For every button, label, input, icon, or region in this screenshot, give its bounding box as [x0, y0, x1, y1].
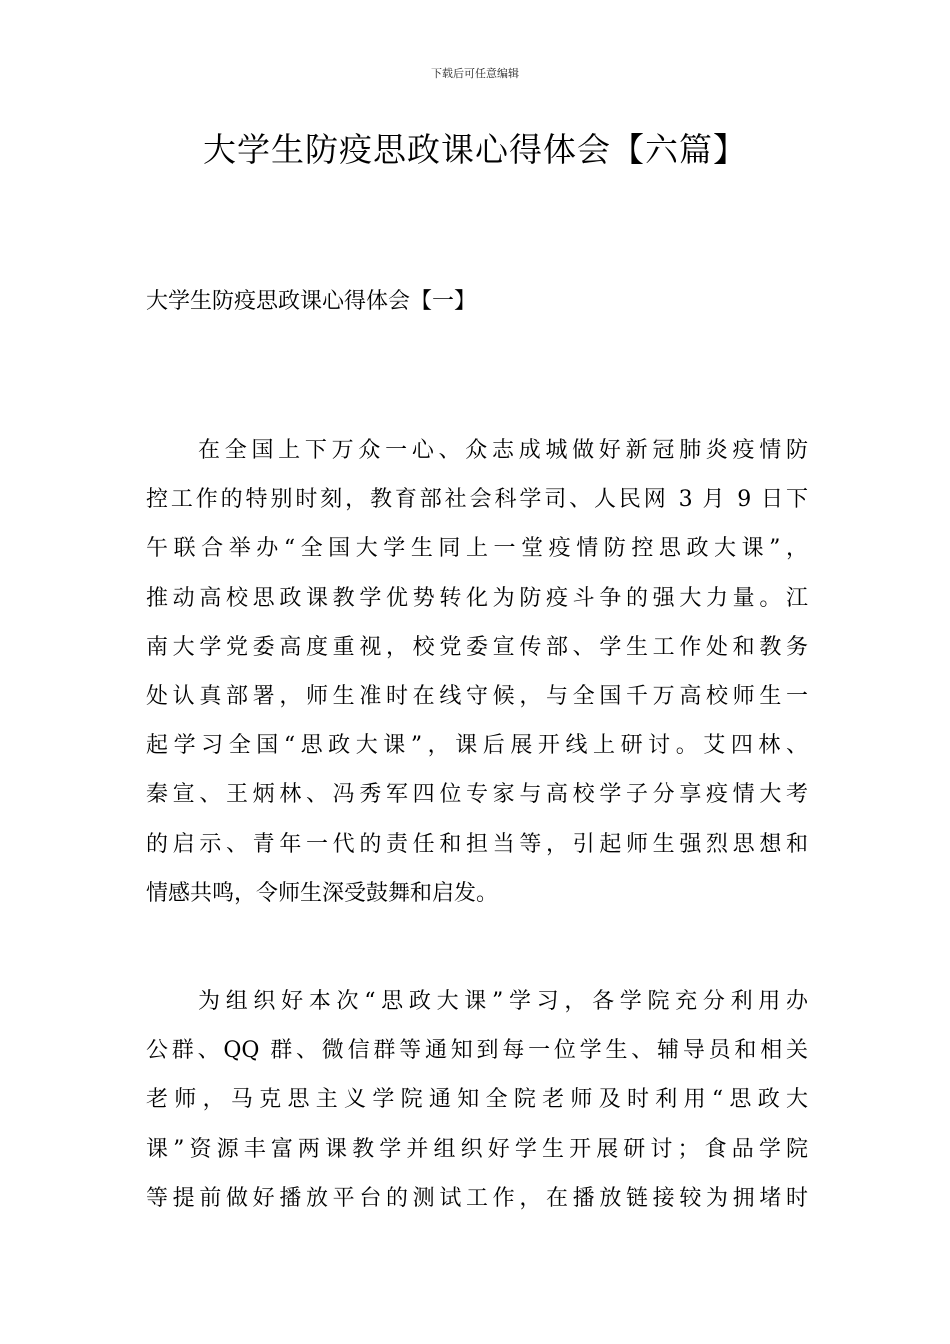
- document-title: 大学生防疫思政课心得体会【六篇】: [203, 130, 747, 169]
- paragraph-line: 为组织好本次“思政大课”学习，各学院充分利用办: [198, 989, 808, 1014]
- paragraph-line: 处认真部署，师生准时在线守候，与全国千万高校师生一: [146, 683, 808, 709]
- paragraph-line: 老师，马克思主义学院通知全院老师及时利用“思政大: [146, 1087, 808, 1113]
- paragraph-1: [146, 426, 808, 918]
- paragraph-line: 情感共鸣，令师生深受鼓舞和启发。: [146, 880, 499, 906]
- paragraph-line: 秦宣、王炳林、冯秀军四位专家与高校学子分享疫情大考: [146, 782, 808, 808]
- paragraph-line: 控工作的特别时刻，教育部社会科学司、人民网 3 月 9 日下: [146, 487, 808, 513]
- paragraph-line: 午联合举办“全国大学生同上一堂疫情防控思政大课”，: [146, 536, 808, 562]
- paragraph-line: 公群、QQ 群、微信群等通知到每一位学生、辅导员和相关: [146, 1038, 808, 1064]
- paragraph-line: 的启示、青年一代的责任和担当等，引起师生强烈思想和: [146, 831, 808, 857]
- paragraph-line: 课”资源丰富两课教学并组织好学生开展研讨；食品学院: [146, 1136, 808, 1162]
- paragraph-line: 南大学党委高度重视，校党委宣传部、学生工作处和教务: [146, 634, 808, 660]
- paragraph-line: 在全国上下万众一心、众志成城做好新冠肺炎疫情防: [198, 438, 808, 463]
- paragraph-2: [146, 977, 808, 1223]
- section-heading: 大学生防疫思政课心得体会【一】: [146, 289, 477, 314]
- paragraph-line: 推动高校思政课教学优势转化为防疫斗争的强大力量。江: [146, 585, 808, 611]
- paragraph-line: 等提前做好播放平台的测试工作，在播放链接较为拥堵时: [146, 1185, 808, 1211]
- header-note: 下载后可任意编辑: [431, 67, 519, 80]
- paragraph-line: 起学习全国“思政大课”，课后展开线上研讨。艾四林、: [146, 733, 808, 759]
